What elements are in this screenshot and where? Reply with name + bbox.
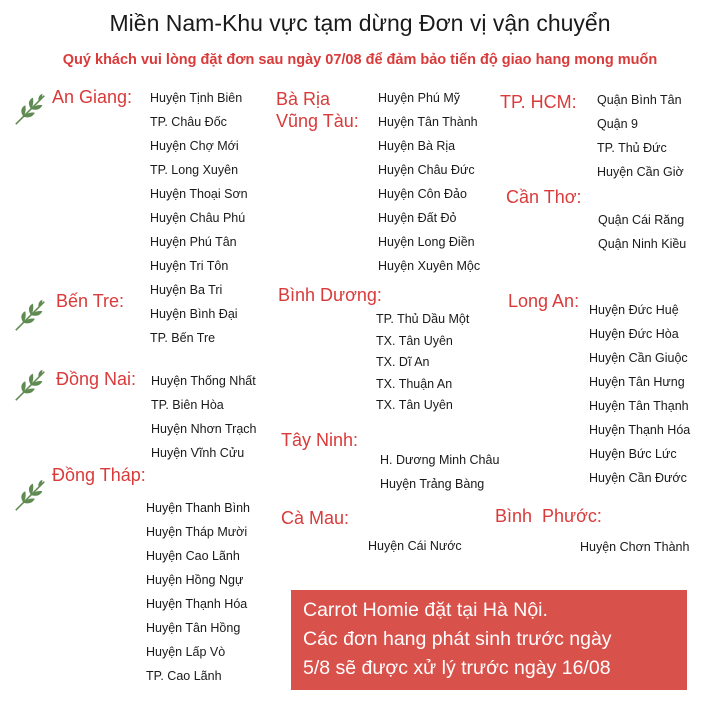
region-ba-ria-vung-tau (276, 88, 359, 132)
district-list-can-tho (598, 208, 686, 256)
district-item: Huyện Tri Tôn (150, 259, 229, 273)
district-item: TP. Bến Tre (150, 331, 216, 345)
district-list-binh-phuoc (580, 535, 689, 559)
district-item: Huyện Xuyên Mộc (378, 259, 481, 273)
leaf-branch-icon (12, 366, 50, 404)
district-item: Quận Ninh Kiều (598, 237, 687, 251)
district-item: Huyện Thạnh Hóa (589, 423, 691, 437)
district-list-tp-hcm (597, 88, 684, 184)
region-dong-nai: Đồng Nai: (56, 369, 137, 389)
district-item: TP. Thủ Dầu Một (376, 312, 470, 326)
district-item: Huyện Cần Giờ (597, 165, 684, 179)
district-item: Huyện Nhơn Trạch (151, 422, 257, 436)
district-item: Huyện Bà Rịa (378, 139, 456, 153)
district-item: TP. Châu Đốc (150, 115, 227, 129)
district-item: Huyện Lấp Vò (146, 645, 226, 659)
district-item: Huyện Phú Tân (150, 235, 237, 249)
district-item: Huyện Thoại Sơn (150, 187, 248, 201)
district-item: Huyện Cao Lãnh (146, 549, 240, 563)
leaf-branch-icon (12, 296, 50, 334)
district-item: TX. Tân Uyên (376, 333, 453, 348)
district-item: Huyện Đức Hòa (589, 327, 679, 341)
district-item: Huyện Thống Nhất (151, 374, 256, 388)
district-item: Huyện Côn Đảo (378, 187, 467, 201)
district-item: Huyện Long Điền (378, 235, 475, 249)
district-list-binh-duong (376, 309, 469, 417)
district-item: Quận Cái Răng (598, 213, 685, 227)
page-title: Miền Nam-Khu vực tạm dừng Đơn vị vận chuyển (109, 10, 611, 36)
region-ben-tre: Bến Tre: (56, 291, 125, 311)
district-item: TP. Cao Lãnh (146, 669, 222, 683)
district-item: Huyện Tân Hưng (589, 375, 685, 389)
region-binh-phuoc: Bình Phước: (495, 506, 602, 526)
notice-line: 5/8 sẽ được xử lý trước ngày 16/08 (303, 657, 611, 679)
district-item: TX. Thuận An (376, 376, 453, 391)
district-list-long-an (589, 298, 690, 490)
district-item: Huyện Bình Đại (150, 307, 238, 321)
district-list-an-giang (150, 86, 248, 350)
region-name-line: Bà Rịa (276, 89, 331, 109)
district-item: Huyện Cái Nước (368, 539, 462, 553)
district-item: Huyện Chơn Thành (580, 540, 690, 554)
district-item: Quận 9 (597, 117, 639, 131)
district-list-ca-mau (368, 534, 462, 558)
district-item: Huyện Cần Đước (589, 471, 687, 485)
region-dong-thap: Đồng Tháp: (52, 465, 146, 485)
notice-box (291, 590, 687, 690)
district-item: Quận Bình Tân (597, 93, 682, 107)
district-list-tay-ninh (380, 448, 499, 496)
region-tay-ninh: Tây Ninh: (281, 430, 359, 450)
district-item: TP. Biên Hòa (151, 398, 224, 412)
district-item: H. Dương Minh Châu (380, 453, 500, 467)
region-can-tho: Cần Thơ: (506, 187, 582, 207)
district-item: Huyện Đức Huệ (589, 303, 679, 317)
district-item: Huyện Chợ Mới (150, 139, 239, 153)
leaf-branch-icon (12, 90, 50, 128)
region-name-line: Vũng Tàu: (276, 111, 359, 131)
district-list-dong-nai (151, 369, 256, 465)
notice-line: Carrot Homie đặt tại Hà Nội. (303, 599, 548, 621)
district-item: Huyện Ba Tri (150, 283, 223, 297)
district-item: Huyện Tân Hồng (146, 621, 241, 635)
district-item: Huyện Tân Thành (378, 115, 478, 129)
region-tp-hcm: TP. HCM: (500, 92, 577, 112)
region-long-an: Long An: (508, 291, 580, 311)
district-item: Huyện Hồng Ngự (146, 573, 244, 587)
district-item: Huyện Thanh Bình (146, 501, 251, 515)
district-item: Huyện Tháp Mười (146, 525, 248, 539)
district-list-ba-ria-vung-tau (378, 86, 480, 278)
district-item: Huyện Tịnh Biên (150, 91, 243, 105)
district-item: Huyện Trảng Bàng (380, 477, 485, 491)
district-list-dong-thap (146, 496, 250, 688)
district-item: Huyện Thạnh Hóa (146, 597, 248, 611)
district-item: Huyện Vĩnh Cửu (151, 446, 245, 460)
region-binh-duong: Bình Dương: (278, 285, 382, 305)
district-item: Huyện Đất Đỏ (378, 211, 457, 225)
region-ca-mau: Cà Mau: (281, 508, 350, 528)
district-item: Huyện Bức Lức (589, 447, 677, 461)
page-subtitle: Quý khách vui lòng đặt đơn sau ngày 07/08 để đảm bảo tiến độ giao hang mong muốn (62, 52, 658, 68)
district-item: Huyện Cần Giuộc (589, 351, 688, 365)
district-item: TP. Long Xuyên (150, 163, 239, 177)
region-an-giang: An Giang: (52, 87, 133, 107)
leaf-branch-icon (12, 476, 50, 514)
notice-line: Các đơn hang phát sinh trước ngày (303, 628, 612, 650)
district-item: Huyện Phú Mỹ (378, 91, 460, 105)
district-item: Huyện Tân Thạnh (589, 399, 689, 413)
district-item: TX. Dĩ An (376, 355, 430, 369)
district-item: TX. Tân Uyên (376, 398, 453, 412)
district-item: Huyện Châu Phú (150, 211, 246, 225)
district-item: Huyện Châu Đức (378, 163, 475, 177)
district-item: TP. Thủ Đức (597, 141, 667, 155)
